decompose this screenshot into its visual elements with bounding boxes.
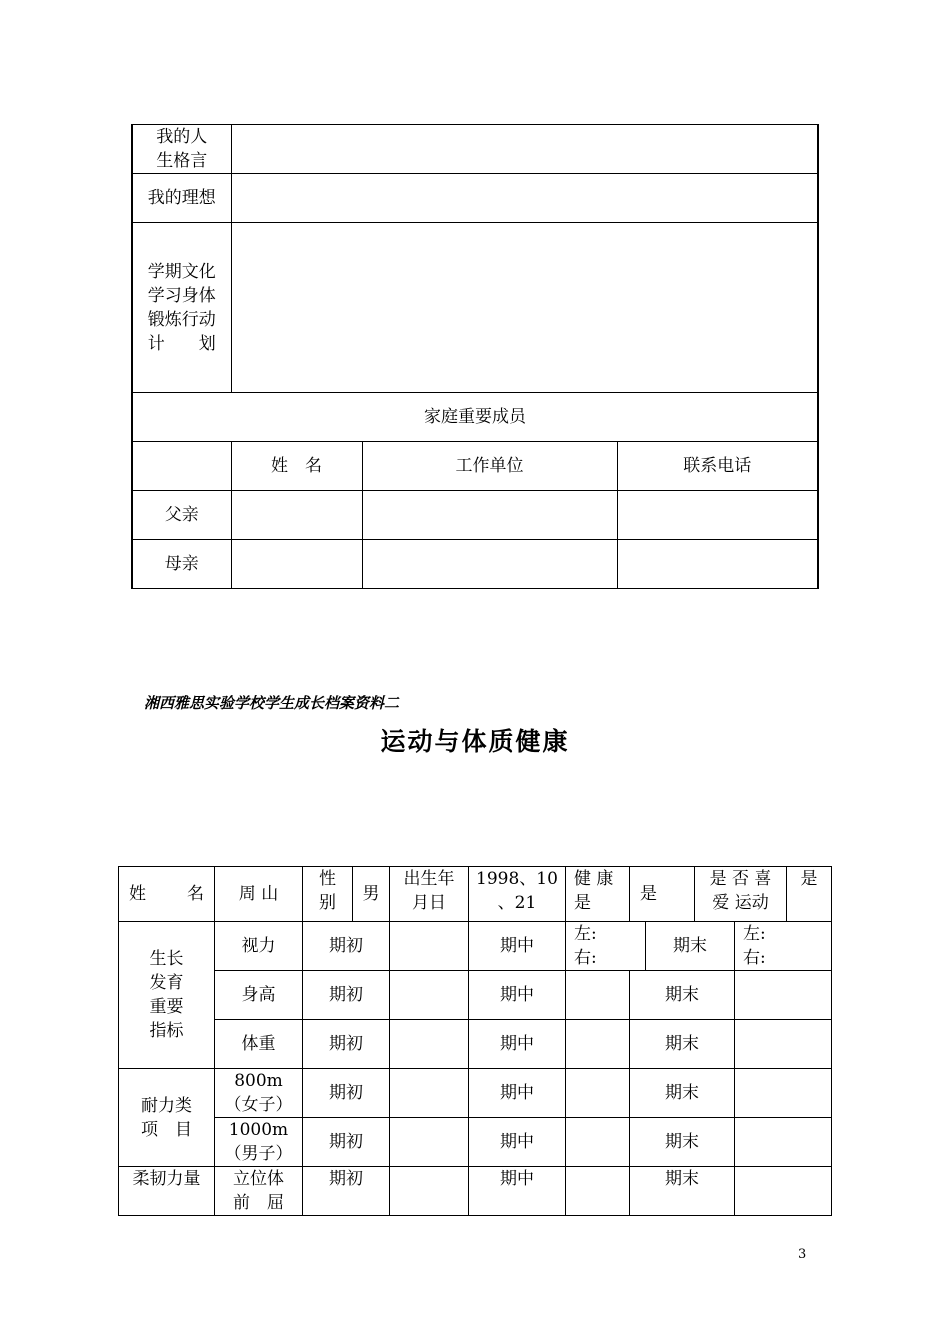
vision-start-value[interactable] xyxy=(390,922,469,971)
health-table xyxy=(118,866,832,1216)
reach-start-label: 期初 xyxy=(303,1167,390,1216)
vision-end-value[interactable]: 左: 右: xyxy=(735,922,832,971)
ideal-label: 我的理想 xyxy=(132,174,231,223)
endurance-group-label: 耐力类 项 目 xyxy=(119,1069,215,1167)
family-header-phone: 联系电话 xyxy=(617,442,818,491)
likes-sport-value[interactable]: 是 xyxy=(787,867,832,922)
reach-mid-label: 期中 xyxy=(469,1167,566,1216)
section-subtitle: 湘西雅思实验学校学生成长档案资料二 xyxy=(144,694,400,712)
growth-group-label: 生长 发育 重要 指标 xyxy=(119,922,215,1069)
run1000-end-label: 期末 xyxy=(630,1118,735,1167)
family-header-workplace: 工作单位 xyxy=(362,442,617,491)
name-value[interactable]: 周 山 xyxy=(215,867,303,922)
run1000-mid-value[interactable] xyxy=(566,1118,630,1167)
run800-end-value[interactable] xyxy=(735,1069,832,1118)
item-vision: 视力 xyxy=(215,922,303,971)
vision-start-label: 期初 xyxy=(303,922,390,971)
weight-mid-value[interactable] xyxy=(566,1020,630,1069)
height-mid-label: 期中 xyxy=(469,971,566,1020)
table-row xyxy=(132,540,818,589)
healthy-label: 健 康 是 xyxy=(566,867,630,922)
weight-end-value[interactable] xyxy=(735,1020,832,1069)
run1000-start-label: 期初 xyxy=(303,1118,390,1167)
birth-value[interactable]: 1998、10 、21 xyxy=(469,867,566,922)
father-name[interactable] xyxy=(231,491,362,540)
ideal-value[interactable] xyxy=(231,174,818,223)
plan-label: 学期文化 学习身体 锻炼行动 计 划 xyxy=(132,223,231,393)
item-800m: 800m （女子） xyxy=(215,1069,303,1118)
reach-start-value[interactable] xyxy=(390,1167,469,1216)
family-heading: 家庭重要成员 xyxy=(132,393,818,442)
plan-value[interactable] xyxy=(231,223,818,393)
height-end-value[interactable] xyxy=(735,971,832,1020)
likes-sport-label: 是 否 喜 爱 运动 xyxy=(695,867,787,922)
height-mid-value[interactable] xyxy=(566,971,630,1020)
relation-mother: 母亲 xyxy=(132,540,231,589)
mother-workplace[interactable] xyxy=(362,540,617,589)
gender-value[interactable]: 男 xyxy=(353,867,390,922)
motto-value[interactable] xyxy=(231,125,818,174)
birth-label: 出生年 月日 xyxy=(390,867,469,922)
run1000-start-value[interactable] xyxy=(390,1118,469,1167)
reach-end-label: 期末 xyxy=(630,1167,735,1216)
weight-mid-label: 期中 xyxy=(469,1020,566,1069)
item-weight: 体重 xyxy=(215,1020,303,1069)
section-title: 运动与体质健康 xyxy=(380,727,570,756)
weight-end-label: 期末 xyxy=(630,1020,735,1069)
run800-end-label: 期末 xyxy=(630,1069,735,1118)
flex-group-label: 柔韧力量 xyxy=(119,1167,215,1216)
run800-start-value[interactable] xyxy=(390,1069,469,1118)
weight-start-label: 期初 xyxy=(303,1020,390,1069)
run1000-mid-label: 期中 xyxy=(469,1118,566,1167)
run800-mid-label: 期中 xyxy=(469,1069,566,1118)
page-number: 3 xyxy=(798,1247,807,1262)
height-start-label: 期初 xyxy=(303,971,390,1020)
table-row xyxy=(132,491,818,540)
healthy-value[interactable]: 是 xyxy=(630,867,695,922)
vision-mid-label: 期中 xyxy=(469,922,566,971)
weight-start-value[interactable] xyxy=(390,1020,469,1069)
father-phone[interactable] xyxy=(617,491,818,540)
family-header-name: 姓 名 xyxy=(231,442,362,491)
reach-end-value[interactable] xyxy=(735,1167,832,1216)
family-header-blank xyxy=(132,442,231,491)
height-start-value[interactable] xyxy=(390,971,469,1020)
gender-label: 性 别 xyxy=(303,867,353,922)
name-label: 姓 名 xyxy=(119,867,215,922)
vision-mid-value[interactable]: 左: 右: xyxy=(566,922,646,971)
item-1000m: 1000m （男子） xyxy=(215,1118,303,1167)
father-workplace[interactable] xyxy=(362,491,617,540)
vision-end-label: 期末 xyxy=(646,922,735,971)
mother-name[interactable] xyxy=(231,540,362,589)
relation-father: 父亲 xyxy=(132,491,231,540)
item-height: 身高 xyxy=(215,971,303,1020)
motto-label: 我的人 生格言 xyxy=(132,125,231,174)
height-end-label: 期末 xyxy=(630,971,735,1020)
run800-start-label: 期初 xyxy=(303,1069,390,1118)
run800-mid-value[interactable] xyxy=(566,1069,630,1118)
mother-phone[interactable] xyxy=(617,540,818,589)
item-reach: 立位体 前 屈 xyxy=(215,1167,303,1216)
profile-table xyxy=(131,124,819,589)
run1000-end-value[interactable] xyxy=(735,1118,832,1167)
reach-mid-value[interactable] xyxy=(566,1167,630,1216)
